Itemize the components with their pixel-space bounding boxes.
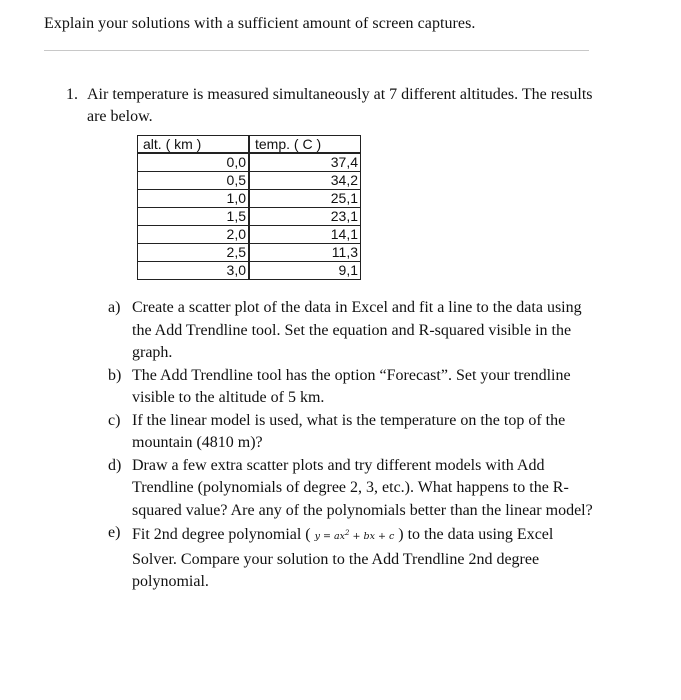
column-header-altitude: alt. ( km ) [138,136,250,154]
subquestion-text [132,522,598,594]
altitude-cell: 1,5 [138,208,250,226]
table-row [138,153,361,172]
formula-rhs: + bx + c [352,531,395,543]
subquestion-text: Draw a few extra scatter plots and try different models with Add Trendline (polynomials of degree 2, 3, etc.). What happens to the R-squared value? Are any of the polynomials better than the linear model? [132,456,593,519]
table-row [138,190,361,208]
table-row [138,262,361,280]
subquestion-label: a) [108,299,121,316]
table-row [138,226,361,244]
formula-lhs: y = ax [314,531,346,543]
table-row [138,172,361,190]
subquestion-label: b) [108,366,122,384]
subquestion-c [108,410,598,455]
question-number: 1. [66,86,78,103]
temperature-cell: 25,1 [249,190,361,208]
subquestion-text: Create a scatter plot of the data in Excel and fit a line to the data using the Add Trendline tool. Set the equation and R-squared visible in the graph. [132,299,582,361]
divider [44,50,589,51]
question-1 [66,84,596,128]
polynomial-formula [315,531,395,542]
altitude-cell: 0,0 [138,153,250,172]
subquestion-b [108,365,598,410]
altitude-cell: 0,5 [138,172,250,190]
formula-exponent: 2 [345,529,350,537]
temperature-cell: 23,1 [249,208,361,226]
subquestion-label: e) [108,524,121,541]
altitude-cell: 1,0 [138,190,250,208]
temperature-cell: 14,1 [249,226,361,244]
altitude-cell: 2,5 [138,244,250,262]
column-header-temperature: temp. ( C ) [249,136,361,154]
temperature-cell: 34,2 [249,172,361,190]
subquestion-a [108,297,598,365]
temperature-cell: 37,4 [249,153,361,172]
subquestion-text: If the linear model is used, what is the temperature on the top of the mountain (4810 m)? [132,411,566,451]
instruction-text: Explain your solutions with a sufficient amount of screen captures. [44,15,476,32]
question-intro: Air temperature is measured simultaneously at 7 different altitudes. The results are below. [87,86,593,125]
subquestions [108,297,598,594]
temperature-cell: 9,1 [249,262,361,280]
table-row [138,244,361,262]
table-row [138,208,361,226]
subquestion-text: The Add Trendline tool has the option “Forecast”. Set your trendline visible to the altitude of 5 km. [132,366,571,406]
data-table [137,135,361,280]
subquestion-text-before: Fit 2nd degree polynomial ( [132,526,311,544]
subquestion-e [108,522,598,594]
temperature-cell: 11,3 [249,244,361,262]
subquestion-label: c) [108,411,121,429]
subquestion-text-after: ) to the data using Excel Solver. Compare your solution to the Add Trendline 2nd degree polynomial. [132,526,554,591]
altitude-cell: 3,0 [138,262,250,280]
subquestion-d [108,455,598,523]
subquestion-label: d) [108,456,122,474]
altitude-cell: 2,0 [138,226,250,244]
